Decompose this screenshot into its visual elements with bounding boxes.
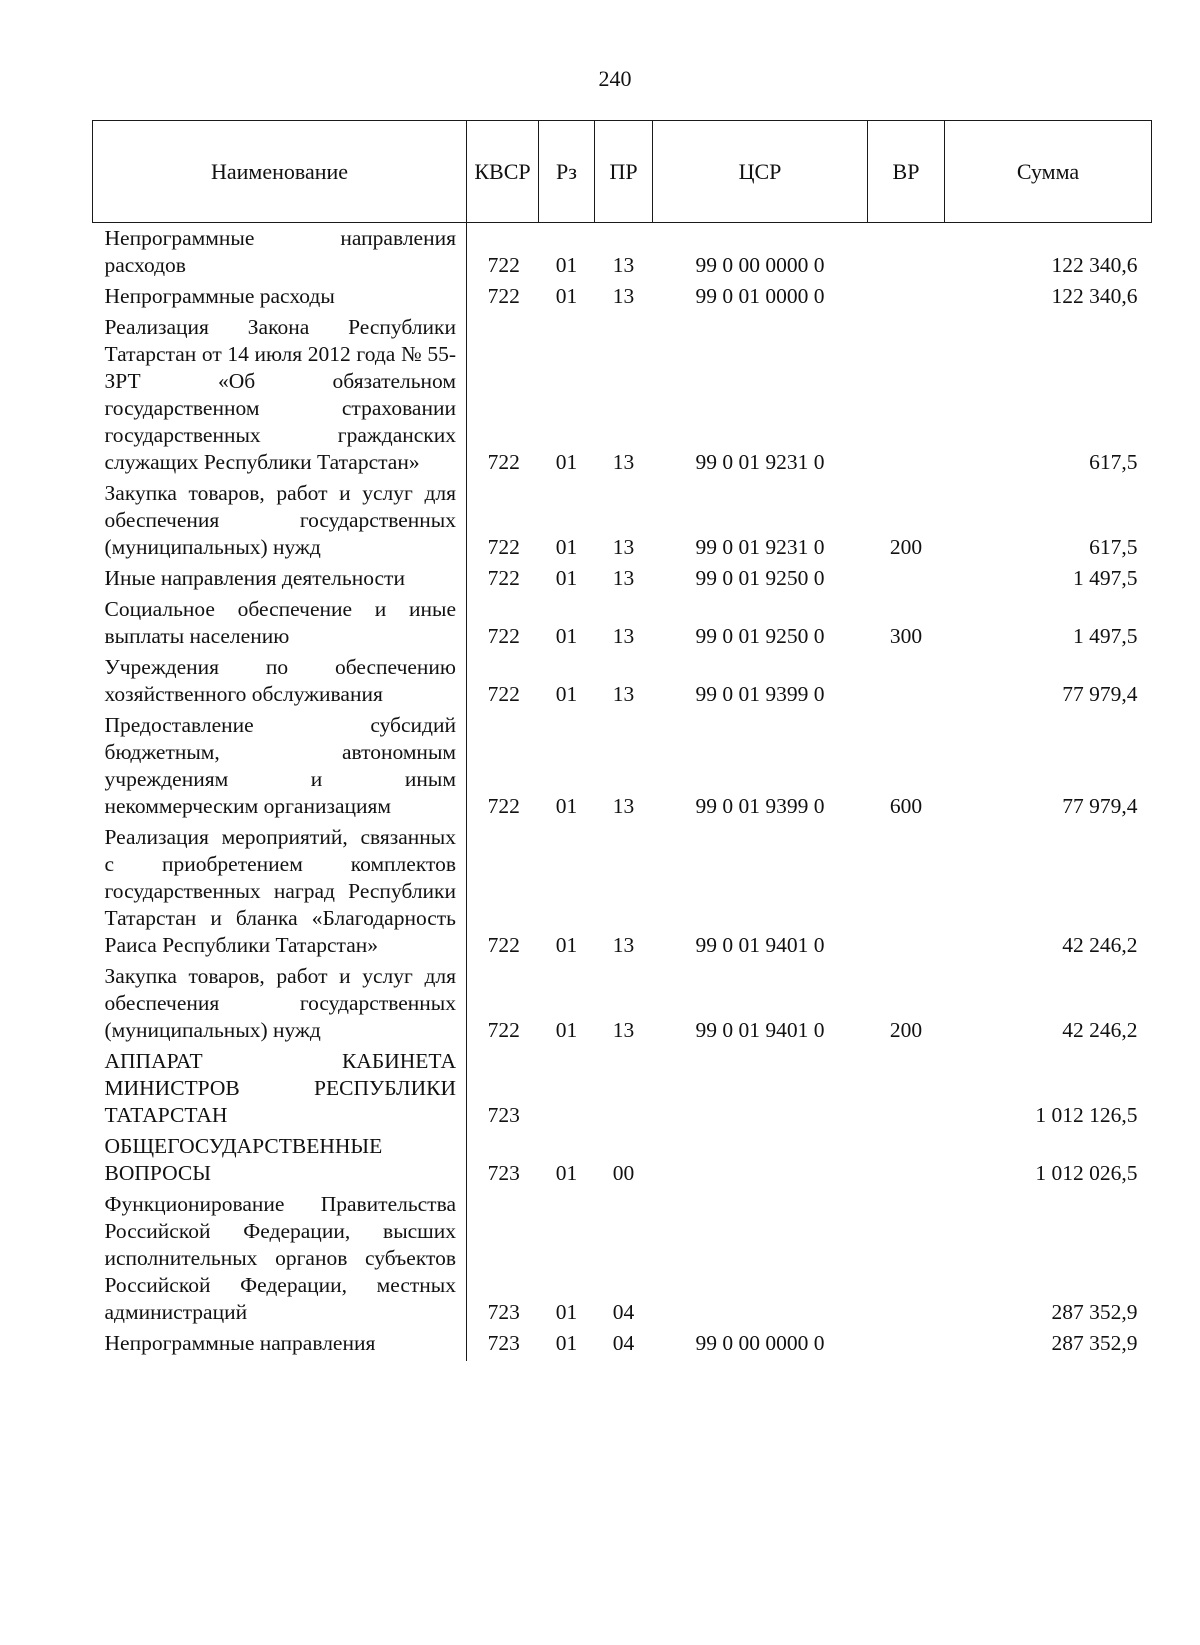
- budget-table: [92, 120, 1152, 1361]
- row-pr: 13: [612, 794, 635, 818]
- row-vr: 600: [889, 794, 923, 818]
- table-row: [93, 565, 1152, 596]
- row-csr: [653, 1133, 868, 1191]
- row-kvsr: 722: [487, 933, 520, 957]
- row-kvsr: 723: [487, 1103, 520, 1127]
- row-rz: 01: [555, 933, 578, 957]
- row-pr: 13: [612, 535, 635, 559]
- row-kvsr: 722: [487, 253, 520, 277]
- row-sum: 617,5: [1089, 450, 1138, 474]
- row-pr: 13: [612, 284, 635, 308]
- row-csr: [653, 1191, 868, 1330]
- header-csr: ЦСР: [653, 121, 868, 223]
- row-vr: [868, 314, 945, 480]
- row-rz: 01: [555, 682, 578, 706]
- row-sum: 1 012 026,5: [1035, 1161, 1138, 1185]
- row-name: Закупка товаров, работ и услуг для обеспечения государственных (муниципальных) нужд: [93, 963, 467, 1048]
- row-rz: 01: [555, 1331, 578, 1355]
- row-kvsr: 722: [487, 794, 520, 818]
- row-vr: 300: [889, 624, 923, 648]
- row-name: Учреждения по обеспечению хозяйственного обслуживания: [93, 654, 467, 712]
- row-csr: 99 0 01 9401 0: [695, 1018, 825, 1042]
- table-row: [93, 283, 1152, 314]
- row-rz: 01: [555, 284, 578, 308]
- row-rz: 01: [555, 535, 578, 559]
- row-pr: 13: [612, 253, 635, 277]
- row-vr: [868, 565, 945, 596]
- row-csr: 99 0 01 0000 0: [695, 284, 825, 308]
- table-row: [93, 480, 1152, 565]
- row-rz: 01: [555, 1018, 578, 1042]
- row-kvsr: 722: [487, 450, 520, 474]
- table-row: [93, 1133, 1152, 1191]
- row-name: Предоставление субсидий бюджетным, автономным учреждениям и иным некоммерческим организациям: [93, 712, 467, 824]
- row-kvsr: 722: [487, 566, 520, 590]
- table-row: [93, 963, 1152, 1048]
- row-vr: [868, 824, 945, 963]
- row-kvsr: 723: [487, 1331, 520, 1355]
- row-kvsr: 722: [487, 1018, 520, 1042]
- header-kvsr: КВСР: [467, 121, 539, 223]
- row-rz: 01: [555, 794, 578, 818]
- row-kvsr: 723: [487, 1300, 520, 1324]
- row-vr: [868, 1048, 945, 1133]
- table-row: [93, 824, 1152, 963]
- row-name: Иные направления деятельности: [93, 565, 467, 596]
- row-pr: [595, 1048, 653, 1133]
- row-name: Непрограммные направления: [93, 1330, 467, 1361]
- table-row: [93, 1330, 1152, 1361]
- row-kvsr: 722: [487, 535, 520, 559]
- row-csr: 99 0 01 9399 0: [695, 794, 825, 818]
- row-rz: 01: [555, 1300, 578, 1324]
- row-pr: 00: [612, 1161, 635, 1185]
- row-sum: 1 497,5: [1073, 566, 1138, 590]
- row-vr: [868, 654, 945, 712]
- table-row: [93, 1191, 1152, 1330]
- row-kvsr: 723: [487, 1161, 520, 1185]
- row-name: Непрограммные расходы: [93, 283, 467, 314]
- row-rz: 01: [555, 566, 578, 590]
- row-csr: 99 0 01 9399 0: [695, 682, 825, 706]
- row-vr: [868, 1191, 945, 1330]
- row-pr: 13: [612, 624, 635, 648]
- row-name: АППАРАТ КАБИНЕТА МИНИСТРОВ РЕСПУБЛИКИ ТАТАРСТАН: [93, 1048, 467, 1133]
- row-kvsr: 722: [487, 624, 520, 648]
- row-csr: [653, 1048, 868, 1133]
- row-pr: 04: [612, 1300, 635, 1324]
- row-rz: 01: [555, 624, 578, 648]
- header-sum: Сумма: [945, 121, 1152, 223]
- row-name: Непрограммные направления расходов: [93, 223, 467, 284]
- row-vr: [868, 1330, 945, 1361]
- row-name: ОБЩЕГОСУДАРСТВЕННЫЕ ВОПРОСЫ: [93, 1133, 467, 1191]
- row-name: Реализация Закона Республики Татарстан от 14 июля 2012 года № 55-ЗРТ «Об обязательном государственном страховании государственных гражданских служащих Республики Татарстан»: [93, 314, 467, 480]
- row-sum: 287 352,9: [1051, 1331, 1138, 1355]
- table-row: [93, 223, 1152, 284]
- table-header: [93, 121, 1152, 223]
- row-vr: 200: [889, 535, 923, 559]
- row-csr: 99 0 00 0000 0: [695, 1331, 825, 1355]
- row-csr: 99 0 01 9401 0: [695, 933, 825, 957]
- header-vr: ВР: [868, 121, 945, 223]
- header-pr: ПР: [595, 121, 653, 223]
- row-pr: 13: [612, 1018, 635, 1042]
- row-csr: 99 0 01 9250 0: [695, 566, 825, 590]
- row-sum: 42 246,2: [1062, 933, 1138, 957]
- row-pr: 13: [612, 566, 635, 590]
- row-vr: [868, 1133, 945, 1191]
- row-csr: 99 0 01 9231 0: [695, 450, 825, 474]
- row-sum: 1 012 126,5: [1035, 1103, 1138, 1127]
- row-sum: 42 246,2: [1062, 1018, 1138, 1042]
- table-row: [93, 654, 1152, 712]
- row-sum: 287 352,9: [1051, 1300, 1138, 1324]
- row-csr: 99 0 01 9250 0: [695, 624, 825, 648]
- row-csr: 99 0 01 9231 0: [695, 535, 825, 559]
- row-name: Закупка товаров, работ и услуг для обеспечения государственных (муниципальных) нужд: [93, 480, 467, 565]
- row-kvsr: 722: [487, 682, 520, 706]
- row-rz: 01: [555, 450, 578, 474]
- row-vr: [868, 283, 945, 314]
- row-sum: 617,5: [1089, 535, 1138, 559]
- row-name: Реализация мероприятий, связанных с приобретением комплектов государственных наград Республики Татарстан и бланка «Благодарность Раиса Республики Татарстан»: [93, 824, 467, 963]
- table-row: [93, 596, 1152, 654]
- row-name: Социальное обеспечение и иные выплаты населению: [93, 596, 467, 654]
- table-row: [93, 712, 1152, 824]
- row-sum: 77 979,4: [1062, 682, 1138, 706]
- row-csr: 99 0 00 0000 0: [695, 253, 825, 277]
- table-body: [93, 223, 1152, 1362]
- header-rz: Рз: [539, 121, 595, 223]
- header-row: [93, 121, 1152, 223]
- row-pr: 13: [612, 682, 635, 706]
- row-sum: 122 340,6: [1051, 284, 1138, 308]
- row-pr: 13: [612, 933, 635, 957]
- row-name: Функционирование Правительства Российской Федерации, высших исполнительных органов субъектов Российской Федерации, местных администраций: [93, 1191, 467, 1330]
- row-rz: 01: [555, 253, 578, 277]
- row-vr: [868, 223, 945, 284]
- row-sum: 1 497,5: [1073, 624, 1138, 648]
- table-row: [93, 314, 1152, 480]
- table-row: [93, 1048, 1152, 1133]
- page-number: 240: [598, 66, 632, 91]
- header-name: Наименование: [93, 121, 467, 223]
- row-vr: 200: [889, 1018, 923, 1042]
- row-pr: 13: [612, 450, 635, 474]
- row-pr: 04: [612, 1331, 635, 1355]
- row-sum: 77 979,4: [1062, 794, 1138, 818]
- row-rz: 01: [555, 1161, 578, 1185]
- row-sum: 122 340,6: [1051, 253, 1138, 277]
- row-kvsr: 722: [487, 284, 520, 308]
- row-rz: [539, 1048, 595, 1133]
